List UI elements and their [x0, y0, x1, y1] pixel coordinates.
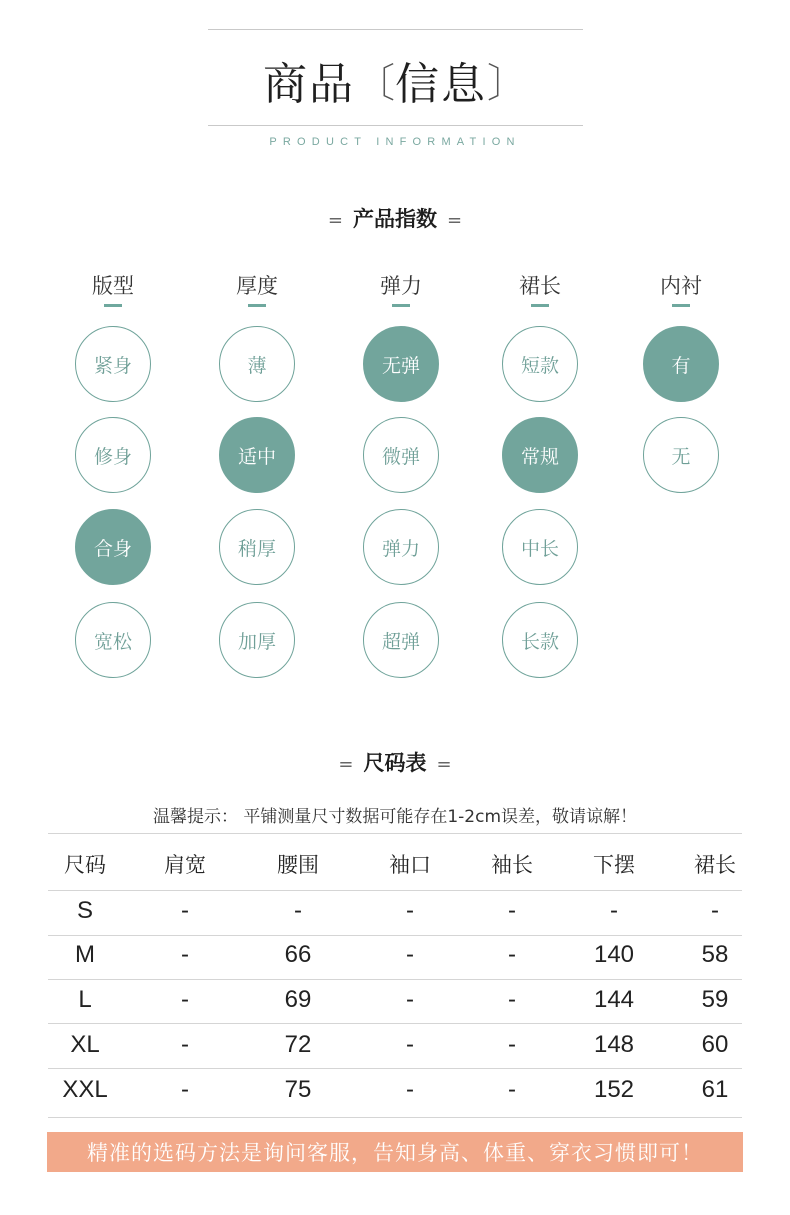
index-option: 短款 [502, 326, 578, 402]
index-column-label: 裙长 [519, 274, 561, 298]
table-cell: 72 [284, 1031, 312, 1058]
eq-right: = [436, 754, 452, 775]
index-column-label: 内衬 [660, 274, 702, 298]
size-title-text: 尺码表 [363, 751, 427, 775]
table-cell: L [78, 986, 92, 1013]
table-cell: - [508, 941, 516, 968]
table-cell: - [508, 897, 516, 924]
index-option-selected: 无弹 [363, 326, 439, 402]
table-cell: - [406, 1031, 414, 1058]
table-rule [48, 833, 742, 834]
table-header-cell: 袖长 [491, 853, 533, 877]
table-cell: 61 [701, 1076, 729, 1103]
index-option: 紧身 [75, 326, 151, 402]
table-cell: 140 [593, 941, 635, 968]
index-option: 薄 [219, 326, 295, 402]
table-cell: XXL [62, 1076, 108, 1103]
table-rule [48, 935, 742, 936]
table-cell: - [406, 1076, 414, 1103]
index-column-label: 厚度 [236, 274, 278, 298]
advice-banner: 精准的选码方法是询问客服，告知身高、体重、穿衣习惯即可！ [47, 1132, 743, 1172]
table-cell: 60 [701, 1031, 729, 1058]
column-underline-mark [392, 304, 410, 307]
table-cell: 69 [284, 986, 312, 1013]
table-cell: 75 [284, 1076, 312, 1103]
table-cell: - [406, 941, 414, 968]
table-cell: - [508, 1031, 516, 1058]
table-cell: - [508, 986, 516, 1013]
table-cell: 59 [701, 986, 729, 1013]
table-rule [48, 1117, 742, 1118]
index-option: 弹力 [363, 509, 439, 585]
table-header-cell: 裙长 [694, 853, 736, 877]
index-option-selected: 有 [643, 326, 719, 402]
bracket-close: 〕 [487, 60, 527, 107]
table-rule [48, 890, 742, 891]
table-cell: S [76, 897, 93, 924]
header-bottom-rule [208, 125, 583, 126]
index-option: 长款 [502, 602, 578, 678]
size-section-title [0, 747, 790, 777]
page-title [0, 48, 790, 112]
index-option: 微弹 [363, 417, 439, 493]
title-left: 商品 [263, 59, 355, 110]
index-option-selected: 合身 [75, 509, 151, 585]
table-cell: - [610, 897, 618, 924]
eq-left: = [327, 210, 343, 231]
column-underline-mark [248, 304, 266, 307]
measurement-tip: 温馨提示： 平铺测量尺寸数据可能存在1-2cm误差，敬请谅解！ [152, 807, 638, 827]
table-header-cell: 下摆 [593, 853, 635, 877]
column-underline-mark [531, 304, 549, 307]
table-header-cell: 腰围 [277, 853, 319, 877]
title-right: 信息 [395, 59, 487, 110]
table-cell: - [181, 897, 189, 924]
table-cell: XL [70, 1031, 100, 1058]
table-cell: M [75, 941, 95, 968]
table-cell: 66 [284, 941, 312, 968]
index-option: 稍厚 [219, 509, 295, 585]
table-cell: - [181, 986, 189, 1013]
header-top-rule [208, 29, 583, 30]
index-option: 宽松 [75, 602, 151, 678]
table-header-cell: 尺码 [64, 853, 106, 877]
table-cell: - [406, 986, 414, 1013]
table-cell: 144 [593, 986, 635, 1013]
table-cell: - [294, 897, 302, 924]
table-rule [48, 1068, 742, 1069]
eq-left: = [338, 754, 354, 775]
index-section-title [0, 203, 790, 233]
index-column-label: 版型 [92, 274, 134, 298]
index-option: 无 [643, 417, 719, 493]
table-header-cell: 肩宽 [164, 853, 206, 877]
index-option: 超弹 [363, 602, 439, 678]
column-underline-mark [672, 304, 690, 307]
index-option-selected: 适中 [219, 417, 295, 493]
table-cell: - [406, 897, 414, 924]
index-option-selected: 常规 [502, 417, 578, 493]
index-column-label: 弹力 [380, 274, 422, 298]
index-option: 加厚 [219, 602, 295, 678]
bracket-open: 〔 [355, 60, 395, 107]
table-cell: - [508, 1076, 516, 1103]
eq-right: = [447, 210, 463, 231]
table-cell: - [181, 941, 189, 968]
table-cell: - [181, 1076, 189, 1103]
page-subtitle: PRODUCT INFORMATION [269, 136, 521, 148]
table-cell: 152 [593, 1076, 635, 1103]
column-underline-mark [104, 304, 122, 307]
table-header-cell: 袖口 [389, 853, 431, 877]
index-option: 中长 [502, 509, 578, 585]
index-title-text: 产品指数 [353, 207, 437, 231]
index-option: 修身 [75, 417, 151, 493]
table-cell: 148 [593, 1031, 635, 1058]
table-cell: - [711, 897, 719, 924]
table-cell: 58 [701, 941, 729, 968]
table-rule [48, 1023, 742, 1024]
table-cell: - [181, 1031, 189, 1058]
table-rule [48, 979, 742, 980]
